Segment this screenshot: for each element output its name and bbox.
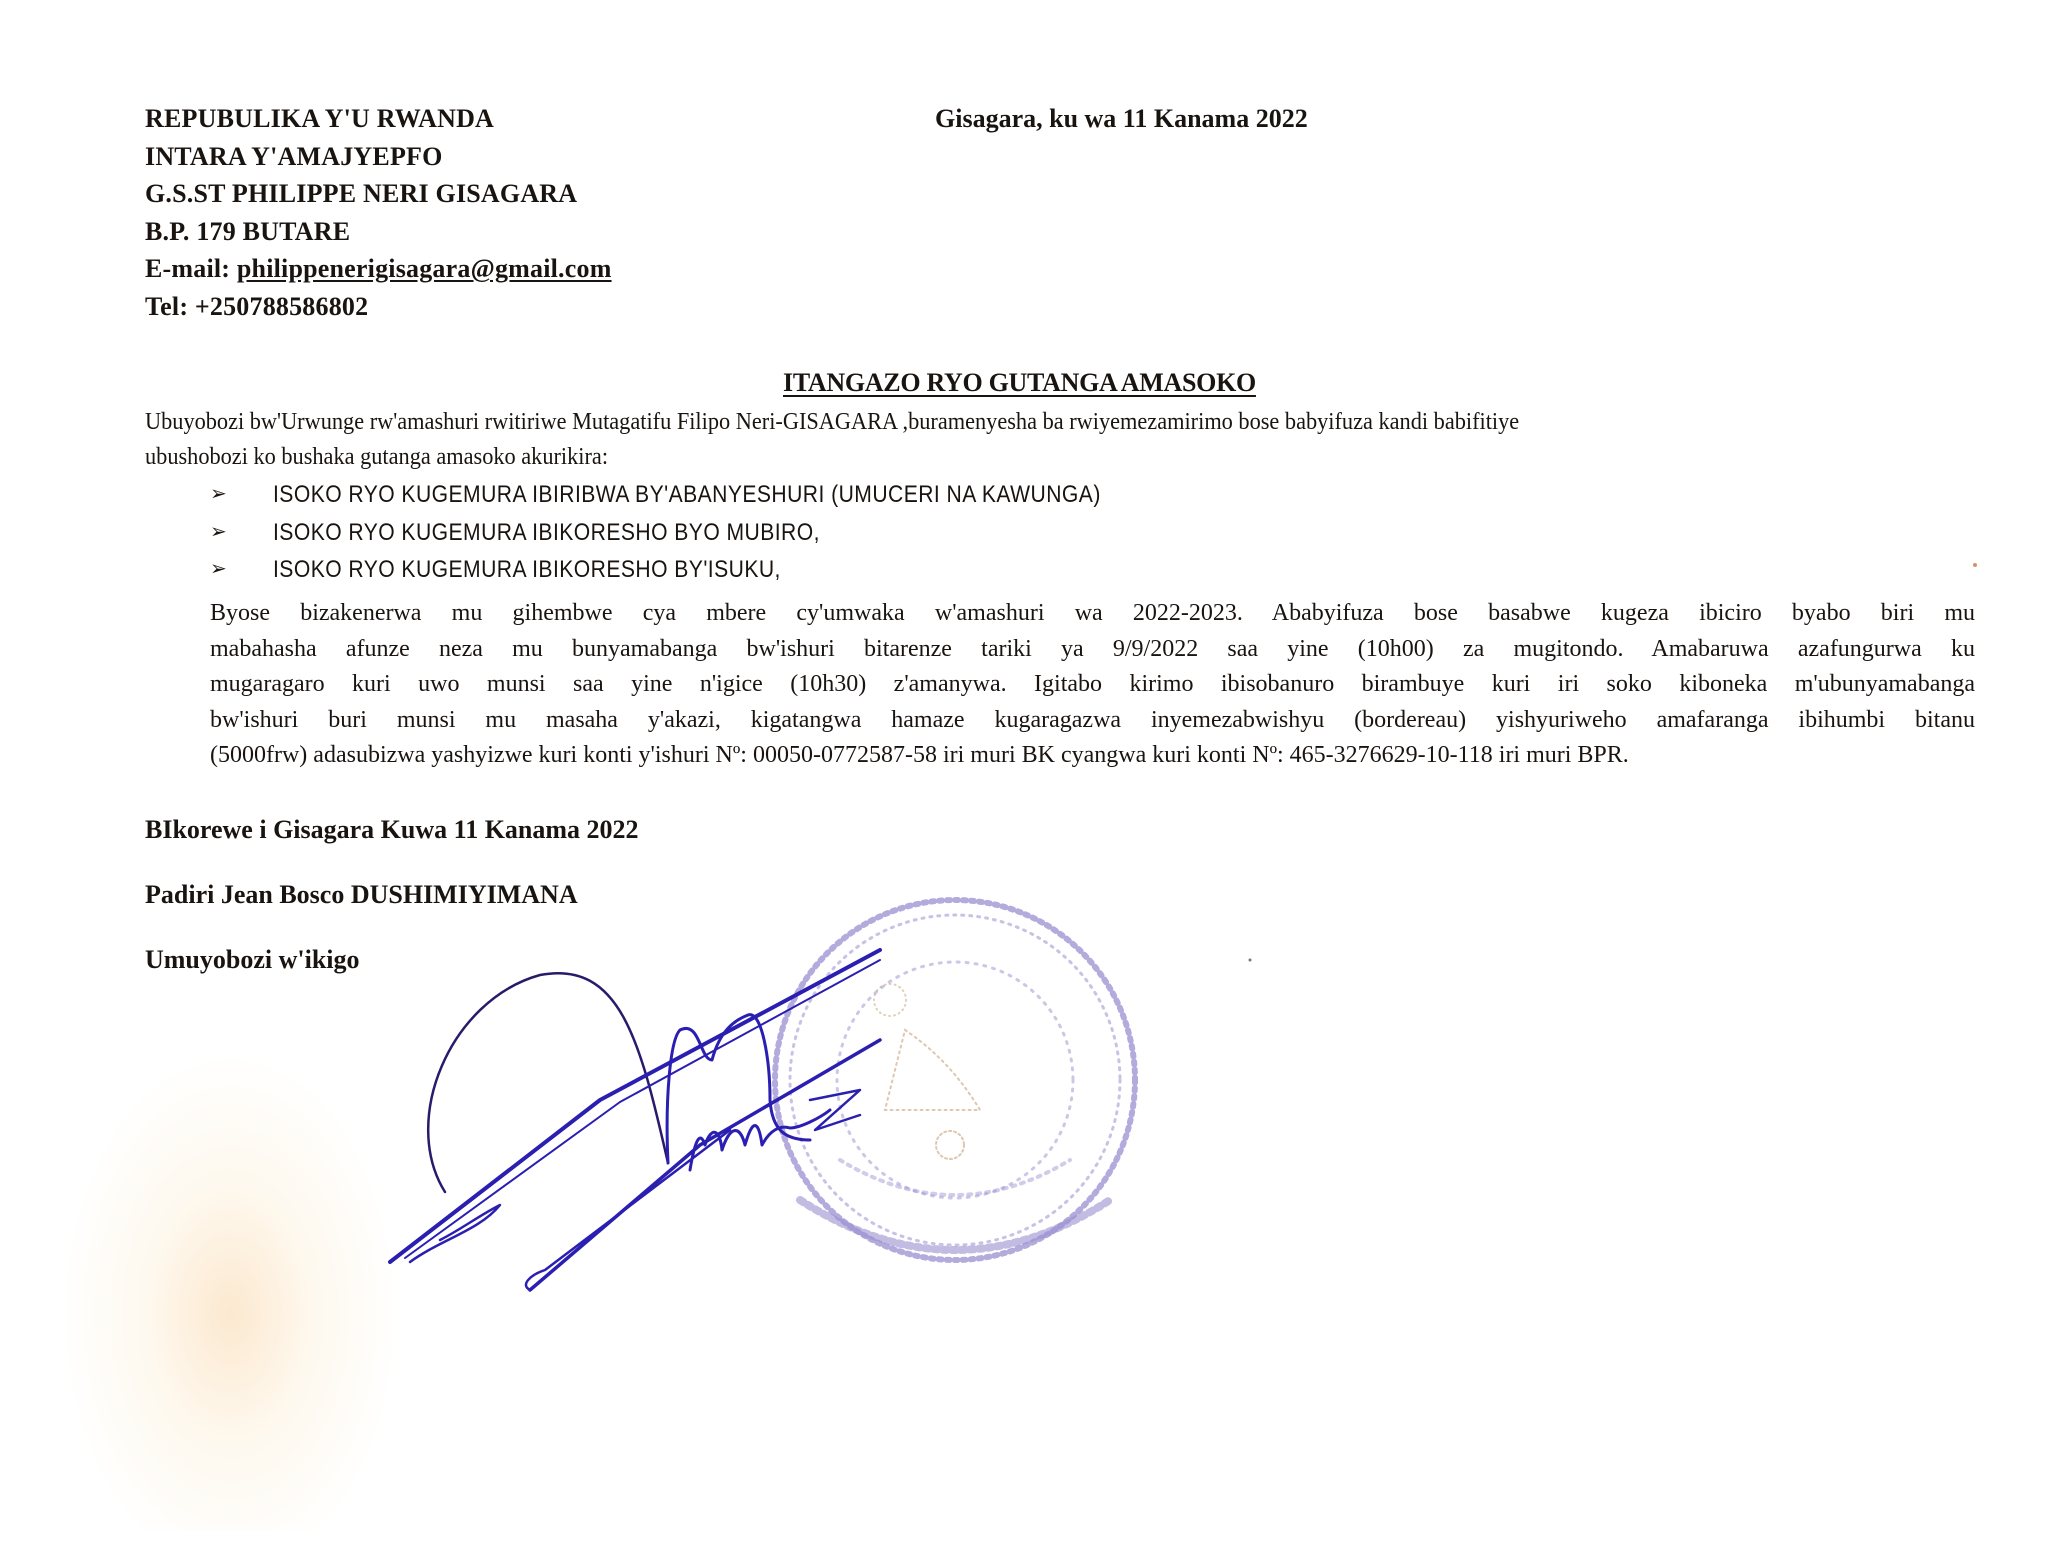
official-stamp-icon xyxy=(775,900,1135,1260)
tender-item xyxy=(210,476,1214,514)
body-line xyxy=(210,632,1975,668)
intro-line: ubushobozi ko bushaka gutanga amasoko akurikira: xyxy=(145,444,609,470)
body-line xyxy=(210,738,1975,774)
tender-item xyxy=(210,514,1214,552)
intro-line: Ubuyobozi bw'Urwunge rw'amashuri rwitiriwe Mutagatifu Filipo Neri-GISAGARA ,buramenyesha ba rwiyemezamirimo bose babyifuza kandi babifitiye xyxy=(145,409,1520,435)
speck xyxy=(1249,959,1252,962)
speck xyxy=(1973,563,1977,567)
email-label: E-mail: xyxy=(145,254,237,283)
signatory-name: Padiri Jean Bosco DUSHIMIYIMANA xyxy=(145,880,578,909)
letterhead-school: G.S.ST PHILIPPE NERI GISAGARA xyxy=(145,179,578,208)
body-line-text: mugaragaro kuri uwo munsi saa yine n'igice (10h30) z'amanywa. Igitabo kirimo ibisobanuro birambuye kuri iri soko kiboneka m'ubunyamabanga xyxy=(210,671,1975,697)
tender-item xyxy=(210,551,1214,589)
signatory-role: Umuyobozi w'ikigo xyxy=(145,945,360,974)
letterhead-province: INTARA Y'AMAJYEPFO xyxy=(145,141,443,171)
signature-icon xyxy=(390,950,880,1290)
body-line xyxy=(210,667,1975,703)
body-line-text: mabahasha afunze neza mu bunyamabanga bw'ishuri bitarenze tariki ya 9/9/2022 saa yine (10h00) za mugitondo. Amabaruwa azafungurwa ku xyxy=(210,635,1975,662)
letterhead-po-box: B.P. 179 BUTARE xyxy=(145,216,351,246)
letterhead-email-line xyxy=(145,250,612,288)
letterhead xyxy=(145,100,612,325)
paper-stain xyxy=(60,1050,400,1530)
arrow-bullet-icon: ➢ xyxy=(210,483,227,505)
document-title: ITANGAZO RYO GUTANGA AMASOKO xyxy=(783,368,1256,397)
email-link[interactable]: philippenerigisagara@gmail.com xyxy=(236,254,612,283)
tender-item-text: ISOKO RYO KUGEMURA IBIRIBWA BY'ABANYESHURI (UMUCERI NA KAWUNGA) xyxy=(273,481,1101,508)
tender-item-text: ISOKO RYO KUGEMURA IBIKORESHO BY'ISUKU, xyxy=(273,556,781,583)
arrow-bullet-icon: ➢ xyxy=(210,558,227,580)
letterhead-phone: Tel: +250788586802 xyxy=(145,291,369,321)
body-line xyxy=(210,703,1975,739)
body-line-text: bw'ishuri buri munsi mu masaha y'akazi, kigatangwa hamaze kugaragazwa inyemezabwishyu (bordereau) yishyuriweho amafaranga ibihumbi bitanu xyxy=(210,706,1975,733)
intro-paragraph xyxy=(145,405,1856,475)
letterhead-country: REPUBULIKA Y'U RWANDA xyxy=(145,104,495,133)
arrow-bullet-icon: ➢ xyxy=(210,520,227,543)
body-line-text: (5000frw) adasubizwa yashyizwe kuri konti y'ishuri Nº: 00050-0772587-58 iri muri BK cyangwa kuri konti Nº: 465-3276629-10-118 iri muri BPR. xyxy=(210,742,1629,768)
body-line xyxy=(210,596,1975,632)
tender-item-text: ISOKO RYO KUGEMURA IBIKORESHO BYO MUBIRO, xyxy=(273,518,820,546)
tender-list xyxy=(210,476,1214,589)
letter-date: Gisagara, ku wa 11 Kanama 2022 xyxy=(935,104,1308,133)
body-paragraph xyxy=(210,596,1975,774)
body-line-text: Byose bizakenerwa mu gihembwe cya mbere cy'umwaka w'amashuri wa 2022-2023. Ababyifuza bose basabwe kugeza ibiciro byabo biri mu xyxy=(210,600,1975,626)
closing-place-date: BIkorewe i Gisagara Kuwa 11 Kanama 2022 xyxy=(145,815,639,844)
